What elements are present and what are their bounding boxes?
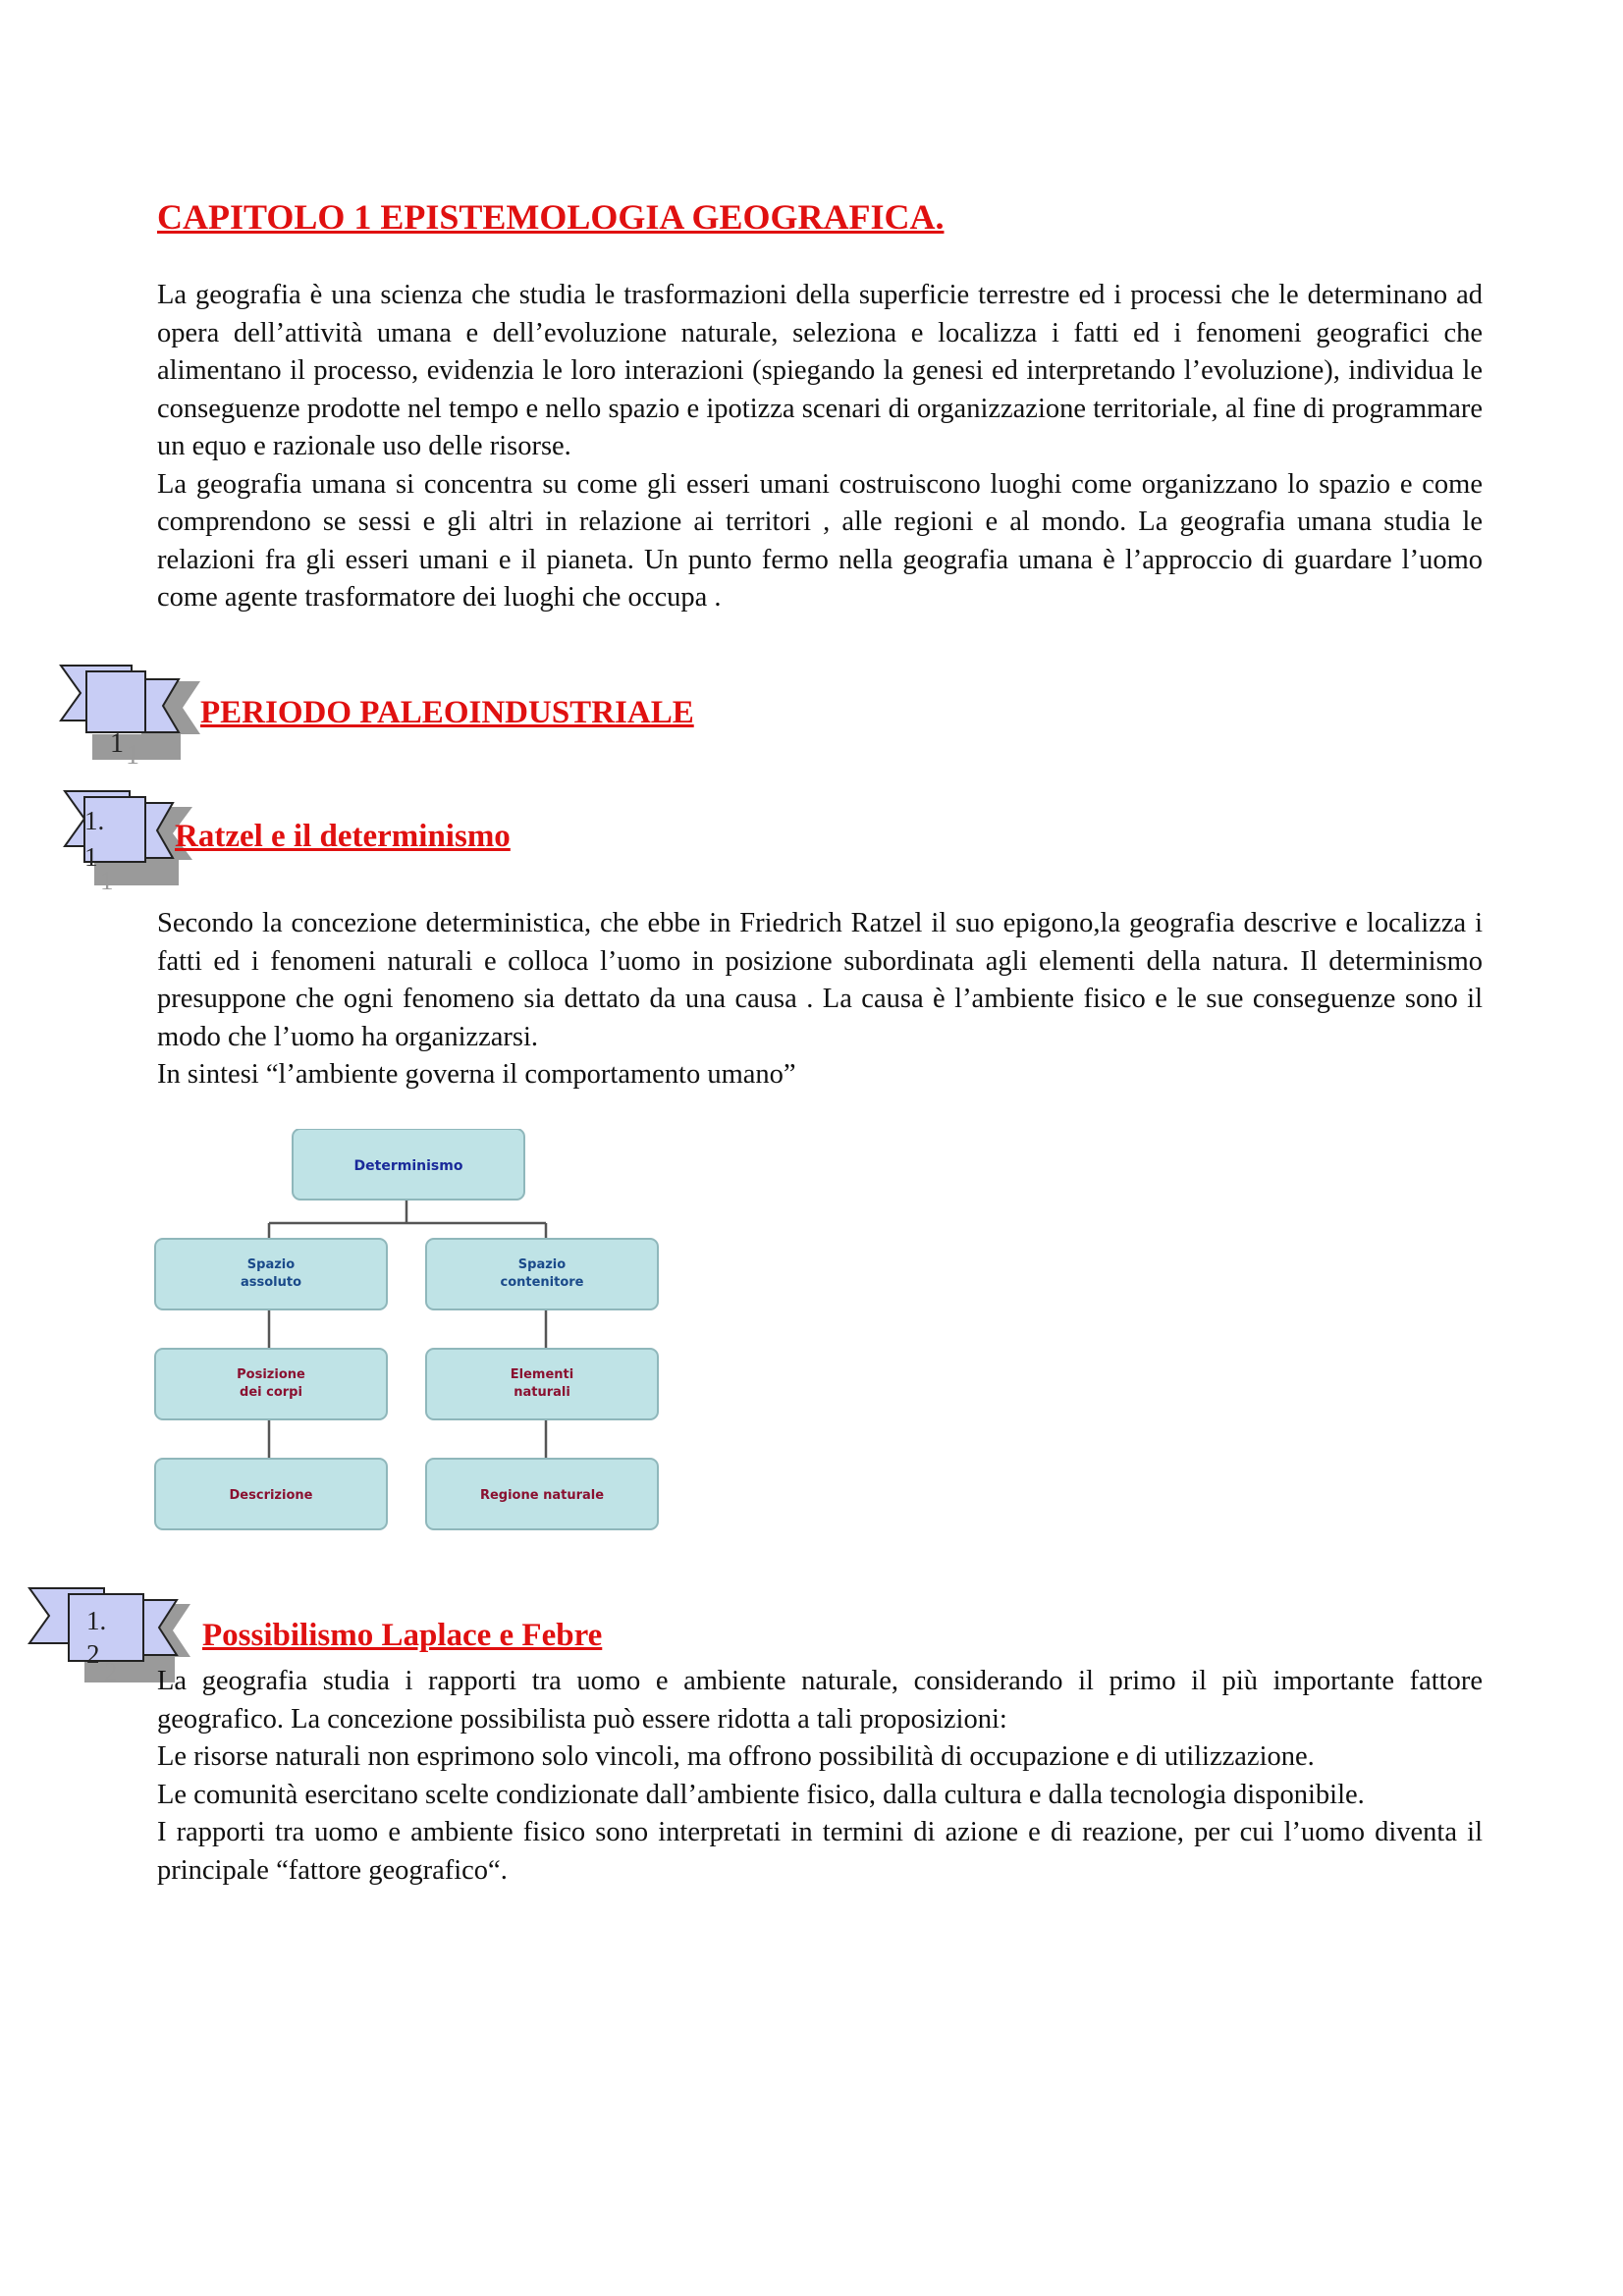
section-1-1-paragraph-2: In sintesi “l’ambiente governa il comportamento umano” — [157, 1059, 796, 1090]
section-1-1-heading: Ratzel e il determinismo — [175, 819, 511, 854]
badge-number-line2: 1 — [84, 842, 98, 872]
badge-shadow-number: 2 — [104, 1657, 118, 1686]
badge-number-line2: 2 — [86, 1639, 100, 1669]
section-1-heading: PERIODO PALEOINDUSTRIALE — [200, 695, 694, 730]
diagram-label: dei corpi — [240, 1385, 302, 1400]
diagram-label: naturali — [514, 1385, 570, 1400]
diagram-node-posizione-corpi — [155, 1349, 387, 1419]
intro-paragraph-1: La geografia è una scienza che studia le trasformazioni della superficie terrestre ed i processi che le determinano ad opera dell’attività umana e dell’evoluzione naturale, seleziona e localizza i fatti ed i fenomeni geografici che alimentano il processo, evidenzia le loro interazioni (spiegando la genesi ed interpretando l’evoluzione), individua le conseguenze prodotte nel tempo e nello spazio e ipotizza scenari di organizzazione territoriale, al fine di programmare un equo e razionale uso delle risorse. — [157, 280, 1483, 461]
ribbon-front — [86, 671, 145, 732]
diagram-label: contenitore — [500, 1275, 584, 1290]
section-1-2-heading: Possibilismo Laplace e Febre — [202, 1618, 603, 1653]
section-1-1-text — [157, 905, 1483, 1095]
badge-number: 1 — [110, 728, 124, 759]
section-1-2-paragraph-1: La geografia studia i rapporti tra uomo e ambiente naturale, considerando il primo il più importante fattore geografico. La concezione possibilista può essere ridotta a tali proposizioni: — [157, 1666, 1483, 1735]
badge-shadow-number: 1 — [100, 866, 114, 895]
diagram-label: Descrizione — [229, 1488, 313, 1503]
section-1-1-paragraph-1: Secondo la concezione deterministica, che ebbe in Friedrich Ratzel il suo epigono,la geografia descrive e localizza i fatti ed i fenomeni naturali e colloca l’uomo in posizione subordinata agli elementi della natura. Il determinismo presuppone che ogni fenomeno sia dettato da una causa . La causa è l’ambiente fisico e le sue conseguenze sono il modo che l’uomo ha organizzarsi. — [157, 908, 1483, 1052]
section-1-2-paragraph-4: I rapporti tra uomo e ambiente fisico sono interpretati in termini di azione e di reazione, per cui l’uomo diventa il principale “fattore geografico“. — [157, 1817, 1483, 1886]
diagram-node-elementi-naturali — [426, 1349, 658, 1419]
diagram-label: Spazio — [246, 1257, 296, 1272]
section-1-2-text — [157, 1663, 1483, 1890]
diagram-label: Posizione — [237, 1367, 305, 1382]
diagram-node-spazio-assoluto — [155, 1239, 387, 1309]
diagram-root-label: Determinismo — [353, 1158, 463, 1174]
diagram-label: Elementi — [510, 1367, 574, 1382]
badge-number-line1: 1. — [86, 1606, 107, 1635]
badge-number-line1: 1. — [84, 806, 105, 835]
diagram-node-spazio-contenitore — [426, 1239, 658, 1309]
determinismo-diagram — [153, 1129, 664, 1541]
intro-text — [157, 277, 1483, 617]
diagram-label: Regione naturale — [479, 1488, 605, 1503]
chapter-title: CAPITOLO 1 EPISTEMOLOGIA GEOGRAFICA. — [157, 197, 945, 237]
ribbon-icon — [53, 662, 210, 770]
intro-paragraph-2: La geografia umana si concentra su come gli esseri umani costruiscono luoghi come organizzano lo spazio e come comprendono se sessi e gli altri in relazione ai territori , alle regioni e al mondo. La geografia umana studia le relazioni fra gli esseri umani e il pianeta. Un punto fermo nella geografia umana è l’approccio di guardare l’uomo come agente trasformatore dei luoghi che occupa . — [157, 468, 1483, 613]
section-1-2-paragraph-3: Le comunità esercitano scelte condizionate dall’ambiente fisico, dalla cultura e dalla tecnologia disponibile. — [157, 1779, 1365, 1810]
section-1-2-paragraph-2: Le risorse naturali non esprimono solo vincoli, ma offrono possibilità di occupazione e di utilizzazione. — [157, 1741, 1315, 1772]
diagram-label: assoluto — [240, 1275, 302, 1290]
badge-shadow-number: 1 — [126, 740, 139, 771]
section-1-badge — [53, 662, 210, 770]
diagram-label: Spazio — [517, 1257, 567, 1272]
